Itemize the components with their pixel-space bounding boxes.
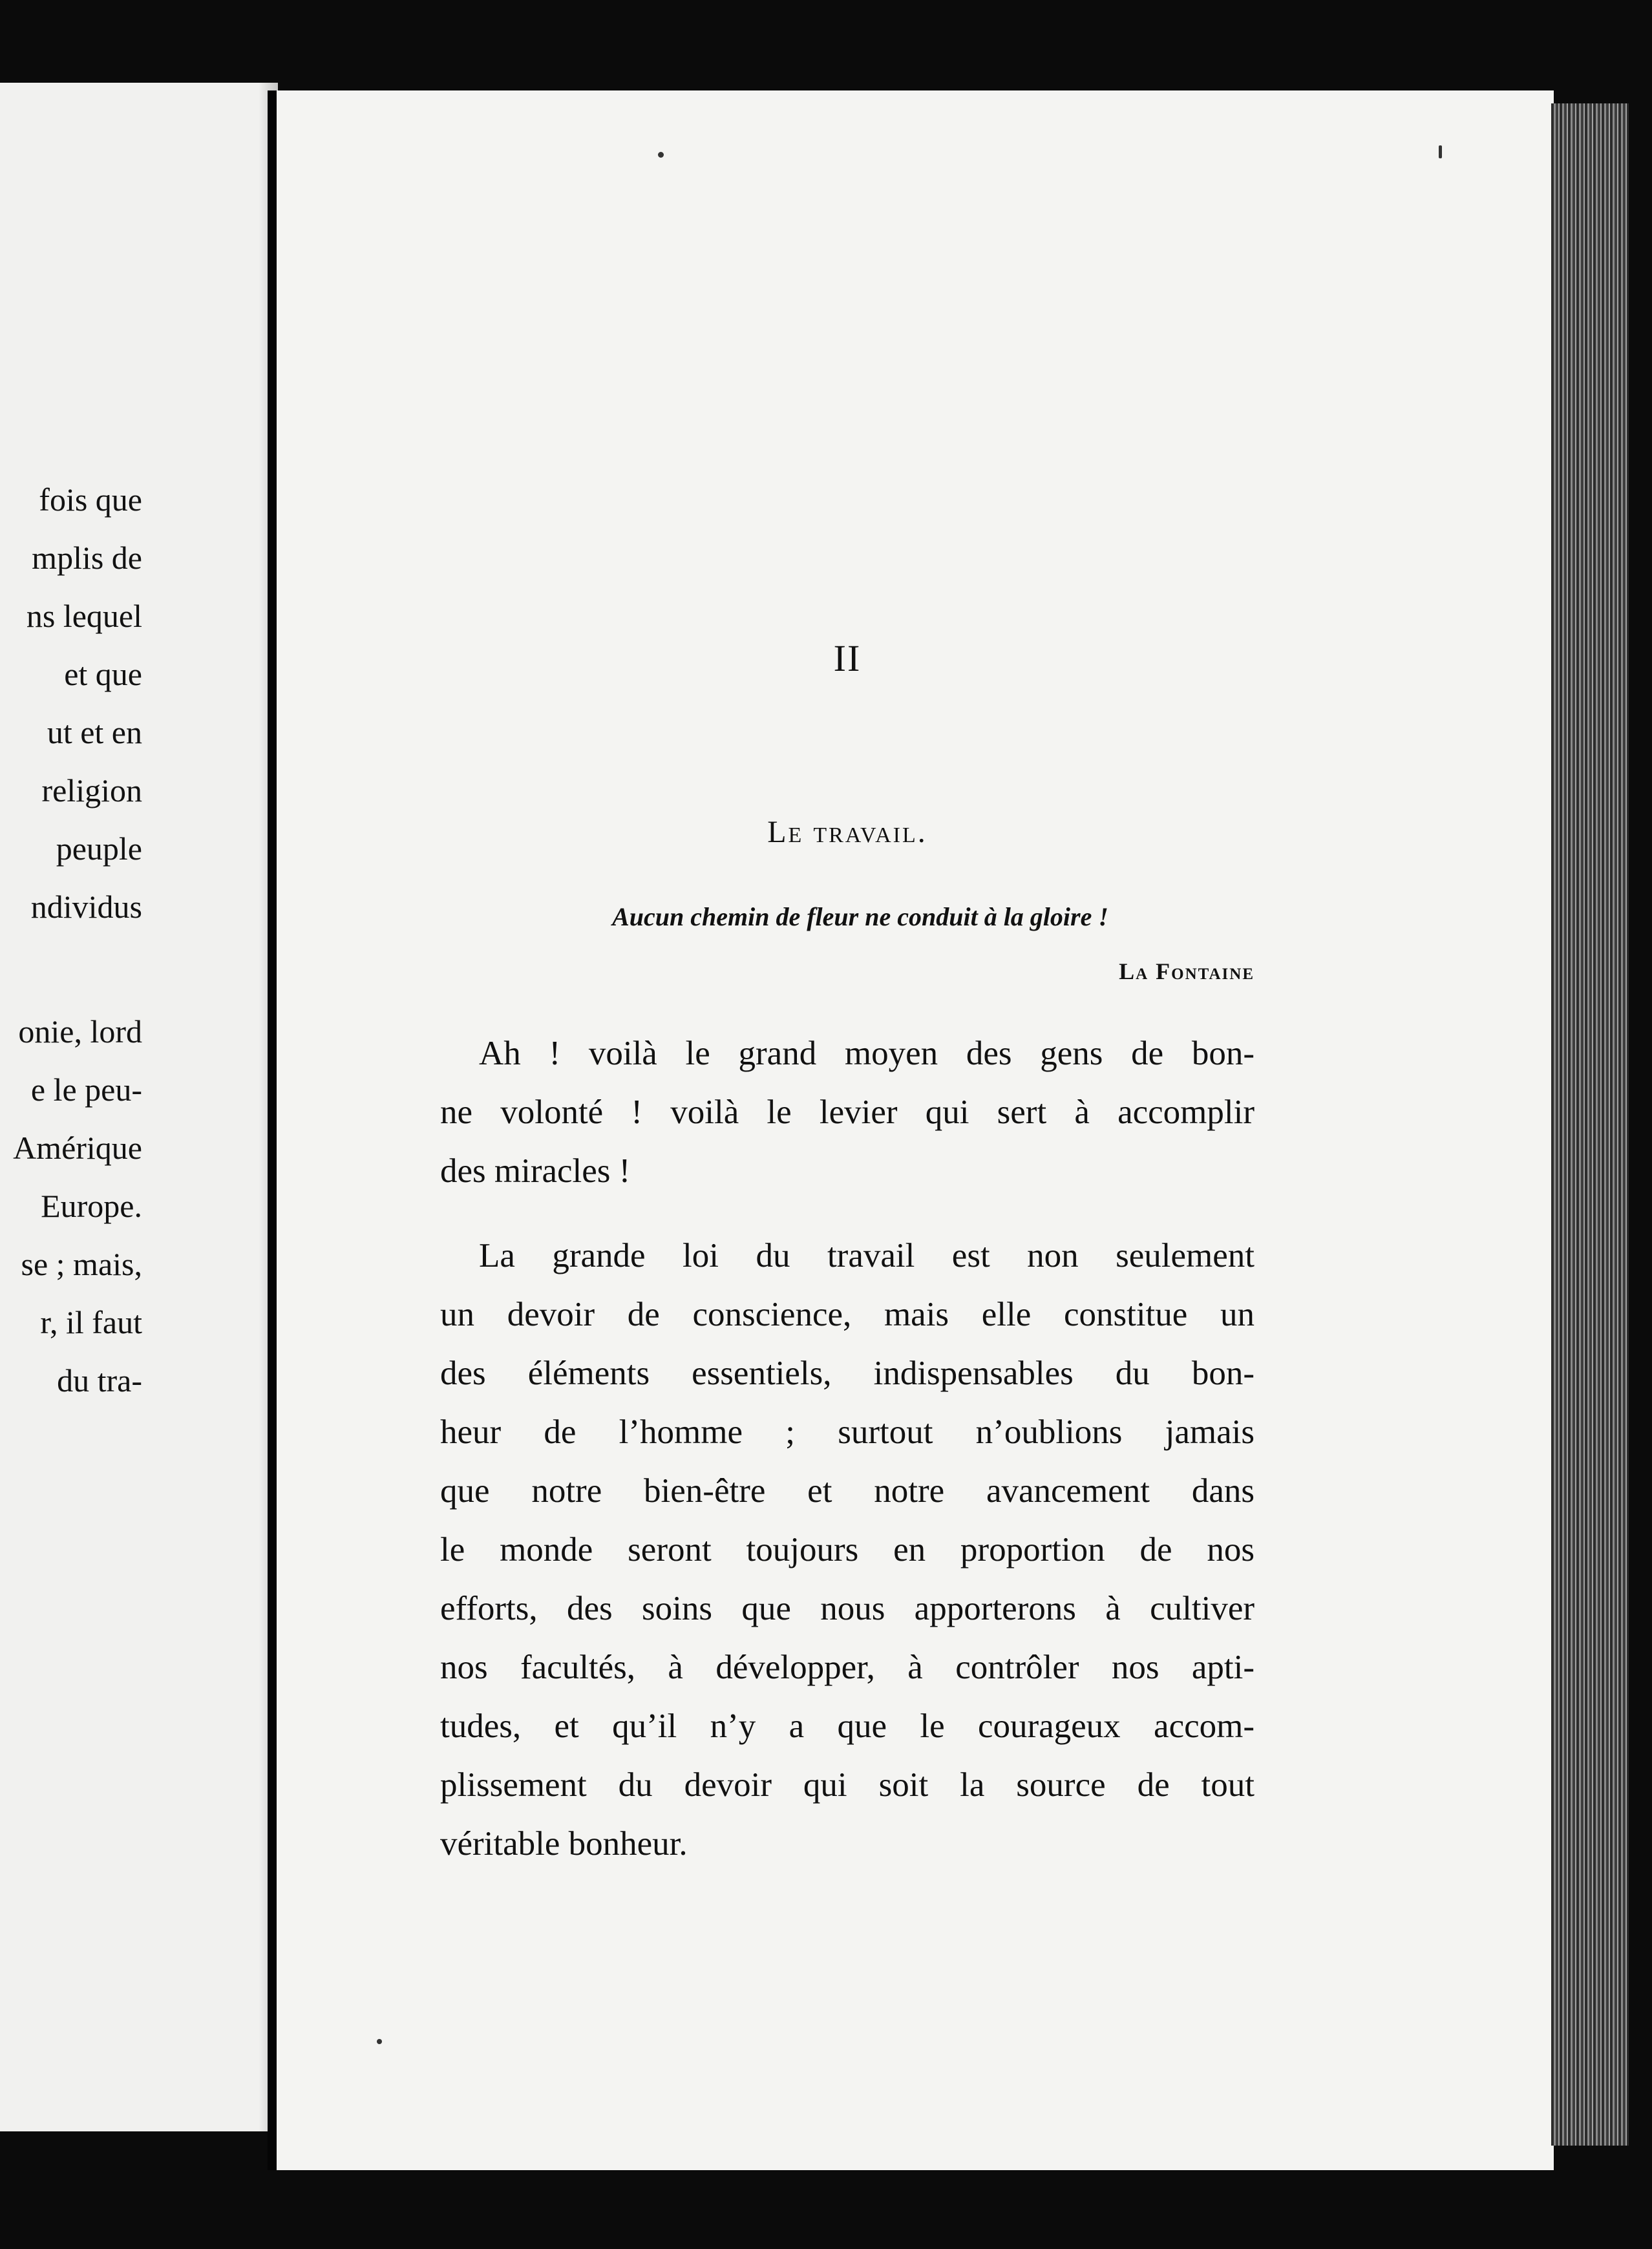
left-line: se ; mais, [21,1246,142,1282]
epigraph-quote: Aucun chemin de fleur ne conduit à la gloire ! [612,902,1108,931]
left-line: Amérique [13,1130,142,1166]
left-page [0,83,278,2131]
paragraph [440,1227,1255,1874]
body-text [440,1024,1255,1874]
left-line: ut et en [47,714,142,750]
text-line: La grande loi du travail est non seulement [479,1237,1255,1274]
paragraph [440,1024,1255,1201]
text-line: Ah ! voilà le grand moyen des gens de bon- [479,1035,1255,1072]
epigraph-author: La Fontaine [1119,958,1255,984]
left-line: Europe. [41,1188,142,1224]
left-line: peuple [56,830,142,867]
text-line: un devoir de conscience, mais elle constitue un [440,1296,1255,1333]
text-line: véritable bonheur. [440,1825,688,1863]
left-line: onie, lord [18,1013,142,1050]
text-line: le monde seront toujours en proportion de nos [440,1531,1255,1568]
text-line: des miracles ! [440,1152,631,1190]
page-edges [1551,103,1629,2146]
left-line: ns lequel [26,598,142,634]
scan-speck [377,2039,382,2044]
left-line: et que [64,656,142,692]
text-line: ne volonté ! voilà le levier qui sert à accomplir [440,1093,1255,1131]
chapter-number: II [833,637,862,679]
scan-speck [658,152,664,158]
text-line: nos facultés, à développer, à contrôler nos apti- [440,1649,1255,1686]
left-line: mplis de [32,540,142,576]
text-line: des éléments essentiels, indispensables du bon- [440,1355,1255,1392]
left-line: r, il faut [40,1304,142,1340]
left-line: e le peu- [30,1072,142,1108]
left-line: du tra- [57,1362,142,1399]
text-line: que notre bien-être et notre avancement dans [440,1472,1255,1510]
left-line: religion [41,772,142,808]
text-line: plissement du devoir qui soit la source de tout [440,1766,1255,1804]
left-line: ndividus [30,889,142,925]
chapter-title: Le travail. [767,815,927,849]
right-page [268,90,1554,2170]
text-line: heur de l’homme ; surtout n’oublions jamais [440,1413,1255,1451]
left-line: fois que [39,481,142,518]
text-line: tudes, et qu’il n’y a que le courageux accom- [440,1707,1255,1745]
text-line: efforts, des soins que nous apporterons à cultiver [440,1590,1255,1627]
scan-speck [1439,145,1442,158]
